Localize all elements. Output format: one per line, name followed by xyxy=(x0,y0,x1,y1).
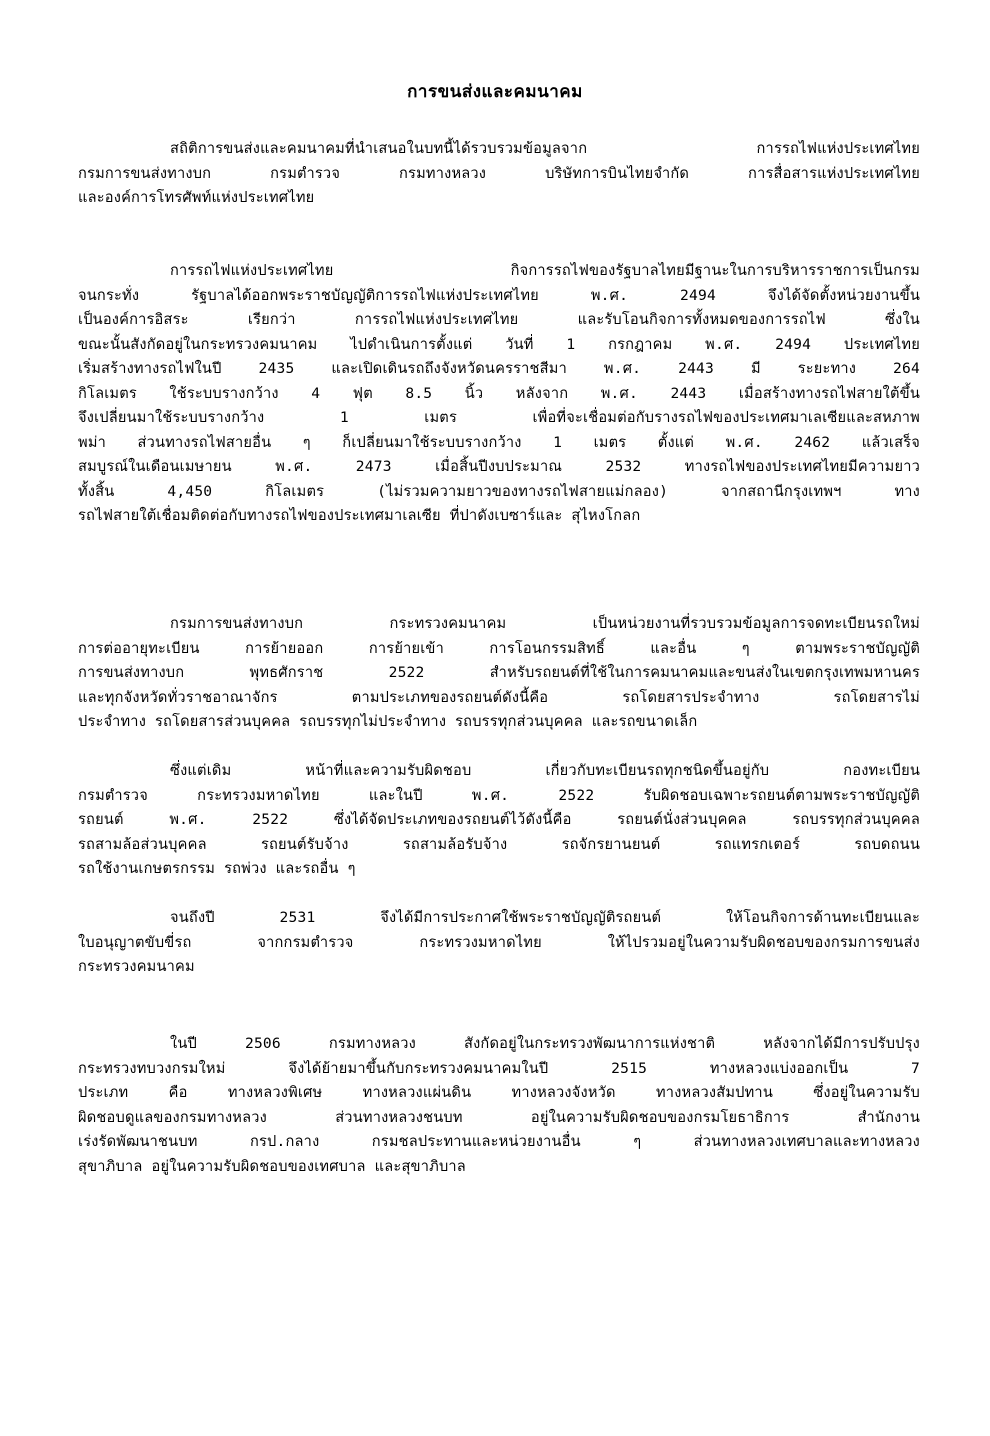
text-line: ขณะนั้นสังกัดอยู่ในกระทรวงคมนาคม ไปดำเนินการตั้งแต่ วันที่ 1 กรกฎาคม พ.ศ. 2494 ประเทศไทย xyxy=(78,335,920,353)
text-line: เริ่มสร้างทางรถไฟในปี 2435 และเปิดเดินรถถึงจังหวัดนครราชสีมา พ.ศ. 2443 มี ระยะทาง 264 xyxy=(78,360,920,377)
paragraph-land-transport xyxy=(78,612,920,735)
text-line: ทั้งสิ้น 4,450 กิโลเมตร (ไม่รวมความยาวของทางรถไฟสายแม่กลอง) จากสถานีกรุงเทพฯ ทาง xyxy=(78,482,920,500)
text-line: ใบอนุญาตขับขี่รถ จากกรมตำรวจ กระทรวงมหาดไทย ให้ไปรวมอยู่ในความรับผิดชอบของกรมการขนส่ง xyxy=(78,933,920,951)
text-line: สถิติการขนส่งและคมนาคมที่นำเสนอในบทนี้ได้รวบรวมข้อมูลจาก การรถไฟแห่งประเทศไทย xyxy=(170,140,920,157)
text-line: ผิดชอบดูแลของกรมทางหลวง ส่วนทางหลวงชนบท อยู่ในความรับผิดชอบของกรมโยธาธิการ สำนักงาน xyxy=(78,1108,920,1126)
text-line: รถยนต์ พ.ศ. 2522 ซึ่งได้จัดประเภทของรถยนต์ไว้ดังนี้คือ รถยนต์นั่งส่วนบุคคล รถบรรทุกส่วนบุคคล xyxy=(78,811,920,828)
text-line: ในปี 2506 กรมทางหลวง สังกัดอยู่ในกระทรวงพัฒนาการแห่งชาติ หลังจากได้มีการปรับปรุง xyxy=(170,1035,920,1052)
text-line: สุขาภิบาล อยู่ในความรับผิดชอบของเทศบาล และสุขาภิบาล xyxy=(78,1157,466,1175)
paragraph-intro xyxy=(78,137,920,211)
text-line: กรมการขนส่งทางบก กระทรวงคมนาคม เป็นหน่วยงานที่รวบรวมข้อมูลการจดทะเบียนรถใหม่ xyxy=(170,615,920,632)
text-line: เป็นองค์การอิสระ เรียกว่า การรถไฟแห่งประเทศไทย และรับโอนกิจการทั้งหมดของการรถไฟ ซึ่งใน xyxy=(78,311,920,328)
text-line: รถสามล้อส่วนบุคคล รถยนต์รับจ้าง รถสามล้อรับจ้าง รถจักรยานยนต์ รถแทรกเตอร์ รถบดถนน xyxy=(78,835,920,853)
paragraph-highways xyxy=(78,1032,920,1179)
text-line: กรมการขนส่งทางบก กรมตำรวจ กรมทางหลวง บริษัทการบินไทยจำกัด การสื่อสารแห่งประเทศไทย xyxy=(78,164,920,182)
text-line: การรถไฟแห่งประเทศไทย กิจการรถไฟของรัฐบาลไทยมีฐานะในการบริหารราชการเป็นกรม xyxy=(170,262,920,279)
text-line: สมบูรณ์ในเดือนเมษายน พ.ศ. 2473 เมื่อสิ้นปีงบประมาณ 2532 ทางรถไฟของประเทศไทยมีความยาว xyxy=(78,458,920,475)
paragraph-license-transfer xyxy=(78,906,920,980)
text-line: กรมตำรวจ กระทรวงมหาดไทย และในปี พ.ศ. 2522 รับผิดชอบเฉพาะรถยนต์ตามพระราชบัญญัติ xyxy=(78,786,920,804)
text-line: รถใช้งานเกษตรกรรม รถพ่วง และรถอื่น ๆ xyxy=(78,860,356,877)
text-line: จนกระทั่ง รัฐบาลได้ออกพระราชบัญญัติการรถไฟแห่งประเทศไทย พ.ศ. 2494 จึงได้จัดตั้งหน่วยงานขึ้น xyxy=(78,286,920,304)
text-line: การขนส่งทางบก พุทธศักราช 2522 สำหรับรถยนต์ที่ใช้ในการคมนาคมและขนส่งในเขตกรุงเทพมหานคร xyxy=(78,664,920,681)
paragraph-registration xyxy=(78,759,920,882)
paragraph-railway xyxy=(78,259,920,529)
text-line: การต่ออายุทะเบียน การย้ายออก การย้ายเข้า การโอนกรรมสิทธิ์ และอื่น ๆ ตามพระราชบัญญัติ xyxy=(78,639,920,657)
text-line: กระทรวงคมนาคม xyxy=(78,958,195,975)
text-line: ประจำทาง รถโดยสารส่วนบุคคล รถบรรทุกไม่ประจำทาง รถบรรทุกส่วนบุคคล และรถขนาดเล็ก xyxy=(78,713,698,730)
text-line: เร่งรัดพัฒนาชนบท กรป.กลาง กรมชลประทานและหน่วยงานอื่น ๆ ส่วนทางหลวงเทศบาลและทางหลวง xyxy=(78,1133,920,1150)
text-line: และทุกจังหวัดทั่วราชอาณาจักร ตามประเภทของรถยนต์ดังนี้คือ รถโดยสารประจำทาง รถโดยสารไม่ xyxy=(78,688,920,706)
page-title: การขนส่งและคมนาคม xyxy=(407,82,583,102)
text-line: กระทรวงทบวงกรมใหม่ จึงได้ย้ายมาขึ้นกับกระทรวงคมนาคมในปี 2515 ทางหลวงแบ่งออกเป็น 7 xyxy=(78,1059,920,1077)
text-line: และองค์การโทรศัพท์แห่งประเทศไทย xyxy=(78,189,315,206)
text-line: ซึ่งแต่เดิม หน้าที่และความรับผิดชอบ เกี่ยวกับทะเบียนรถทุกชนิดขึ้นอยู่กับ กองทะเบียน xyxy=(170,762,920,779)
text-line: จึงเปลี่ยนมาใช้ระบบรางกว้าง 1 เมตร เพื่อที่จะเชื่อมต่อกับรางรถไฟของประเทศมาเลเซียและสหภาพ xyxy=(78,409,920,426)
text-line: จนถึงปี 2531 จึงได้มีการประกาศใช้พระราชบัญญัติรถยนต์ ให้โอนกิจการด้านทะเบียนและ xyxy=(170,909,920,926)
text-line: กิโลเมตร ใช้ระบบรางกว้าง 4 ฟุต 8.5 นิ้ว หลังจาก พ.ศ. 2443 เมื่อสร้างทางรถไฟสายใต้ขึ้น xyxy=(78,384,920,402)
text-line: พม่า ส่วนทางรถไฟสายอื่น ๆ ก็เปลี่ยนมาใช้ระบบรางกว้าง 1 เมตร ตั้งแต่ พ.ศ. 2462 แล้วเสร็จ xyxy=(78,433,920,451)
text-line: รถไฟสายใต้เชื่อมติดต่อกับทางรถไฟของประเทศมาเลเซีย ที่ปาดังเบซาร์และ สุไหงโกลก xyxy=(78,507,641,524)
text-line: ประเภท คือ ทางหลวงพิเศษ ทางหลวงแผ่นดิน ทางหลวงจังหวัด ทางหลวงสัมปทาน ซึ่งอยู่ในความรับ xyxy=(78,1084,920,1101)
